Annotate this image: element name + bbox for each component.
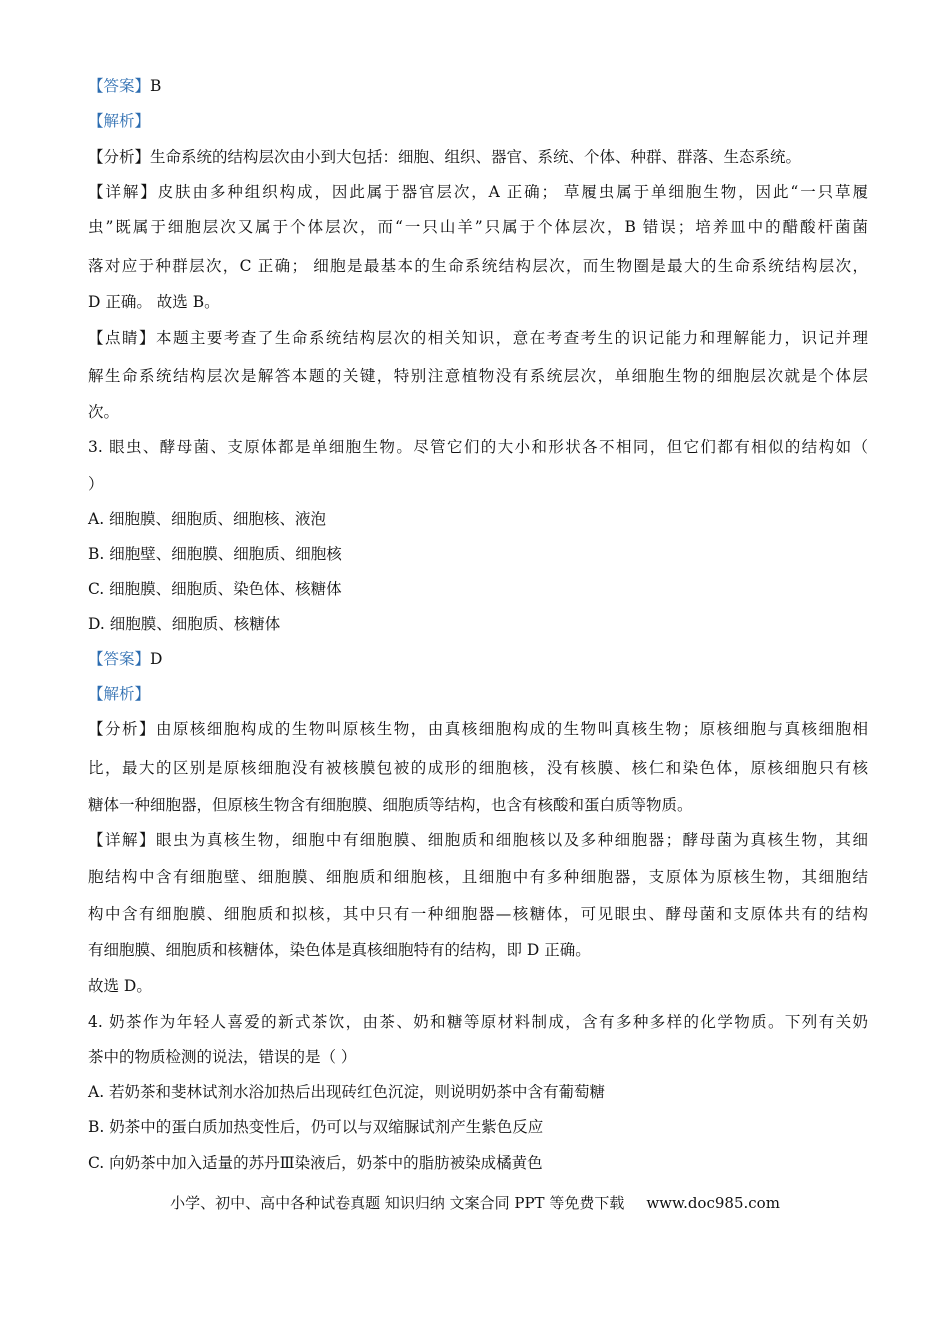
q2-dianjing-line-3: 次。 (88, 403, 120, 421)
xiangjie-text: 皮肤由多种组织构成，因此属于器官层次，A 正确； 草履虫属于单细胞生物，因此“一只草履 (157, 183, 868, 201)
q4-option-b: B. 奶茶中的蛋白质加热变性后，仍可以与双缩脲试剂产生紫色反应 (88, 1118, 544, 1136)
xiangjie-text: 眼虫为真核生物，细胞中有细胞膜、细胞质和细胞核以及多种细胞器；酵母菌为真核生物，其细 (155, 831, 868, 849)
answer-tag: 【答案】 (88, 77, 151, 95)
q2-answer-line (88, 76, 868, 96)
analysis-tag: 【解析】 (88, 685, 151, 703)
q2-xiangjie-line-1 (88, 182, 868, 202)
q4-option-a: A. 若奶茶和斐林试剂水浴加热后出现砖红色沉淀，则说明奶茶中含有葡萄糖 (88, 1083, 606, 1101)
footer-site-link[interactable]: www.doc985.com (646, 1194, 780, 1212)
q2-xiangjie-line-3: 落对应于种群层次，C 正确； 细胞是最基本的生命系统结构层次，而生物圈是最大的生命系统结构层次， (88, 257, 868, 275)
answer-tag: 【答案】 (88, 650, 151, 668)
page-footer (0, 1192, 950, 1213)
q3-stem-line-2: ） (88, 475, 104, 493)
xiangjie-tag: 【详解】 (88, 831, 156, 849)
q4-stem-line-1: 4. 奶茶作为年轻人喜爱的新式茶饮，由茶、奶和糖等原材料制成，含有多种多样的化学物质。下列有关奶 (88, 1013, 868, 1031)
q3-option-d: D. 细胞膜、细胞质、核糖体 (88, 615, 281, 633)
xiangjie-tag: 【详解】 (88, 183, 158, 201)
q3-fenxi-line-2: 比，最大的区别是原核细胞没有被核膜包被的成形的细胞核，没有核膜、核仁和染色体，原核细胞只有核 (88, 759, 868, 777)
q2-xiangjie-line-4: D 正确。 故选 B。 (88, 293, 220, 311)
q3-option-c: C. 细胞膜、细胞质、染色体、核糖体 (88, 580, 342, 598)
answer-value: D (150, 650, 163, 668)
q3-conclusion: 故选 D。 (88, 977, 152, 995)
fenxi-tag: 【分析】 (88, 720, 156, 738)
analysis-tag: 【解析】 (88, 112, 151, 130)
footer-text: 小学、初中、高中各种试卷真题 知识归纳 文案合同 PPT 等免费下载 (170, 1194, 625, 1212)
dianjing-text: 本题主要考查了生命系统结构层次的相关知识，意在考查考生的识记能力和理解能力，识记并理 (155, 329, 868, 347)
q2-dianjing-line-2: 解生命系统结构层次是解答本题的关键，特别注意植物没有系统层次，单细胞生物的细胞层次就是个体层 (88, 367, 868, 385)
fenxi-text: 由原核细胞构成的生物叫原核生物，由真核细胞构成的生物叫真核生物；原核细胞与真核细胞相 (155, 720, 868, 738)
q3-xiangjie-line-3: 构中含有细胞膜、细胞质和拟核，其中只有一种细胞器—核糖体，可见眼虫、酵母菌和支原体共有的结构 (88, 905, 868, 923)
q3-fenxi-line-1 (88, 719, 868, 739)
q2-dianjing-line-1 (88, 328, 868, 348)
q3-xiangjie-line-4: 有细胞膜、细胞质和核糖体，染色体是真核细胞特有的结构，即 D 正确。 (88, 941, 591, 959)
q3-fenxi-line-3: 糖体一种细胞器，但原核生物含有细胞膜、细胞质等结构，也含有核酸和蛋白质等物质。 (88, 796, 693, 814)
dianjing-tag: 【点睛】 (88, 329, 156, 347)
q3-option-a: A. 细胞膜、细胞质、细胞核、液泡 (88, 510, 327, 528)
q4-stem-line-2: 茶中的物质检测的说法，错误的是（ ） (88, 1048, 357, 1066)
q2-xiangjie-line-2: 虫”既属于细胞层次又属于个体层次，而“一只山羊”只属于个体层次，B 错误；培养皿中的醋酸杆菌菌 (88, 218, 868, 236)
q2-fenxi (88, 147, 868, 167)
q3-xiangjie-line-1 (88, 830, 868, 850)
q3-xiangjie-line-2: 胞结构中含有细胞壁、细胞膜、细胞质和细胞核，且细胞中有多种细胞器，支原体为原核生物，其细胞结 (88, 868, 868, 886)
q3-answer-line (88, 649, 868, 669)
q3-option-b: B. 细胞壁、细胞膜、细胞质、细胞核 (88, 545, 342, 563)
q4-option-c: C. 向奶茶中加入适量的苏丹Ⅲ染液后，奶茶中的脂肪被染成橘黄色 (88, 1154, 543, 1172)
fenxi-text: 生命系统的结构层次由小到大包括：细胞、组织、器官、系统、个体、种群、群落、生态系统。 (150, 148, 802, 166)
answer-value: B (150, 77, 162, 95)
q3-stem-line-1: 3. 眼虫、酵母菌、支原体都是单细胞生物。尽管它们的大小和形状各不相同，但它们都有相似的结构如（ (88, 438, 868, 456)
fenxi-tag: 【分析】 (88, 148, 151, 166)
